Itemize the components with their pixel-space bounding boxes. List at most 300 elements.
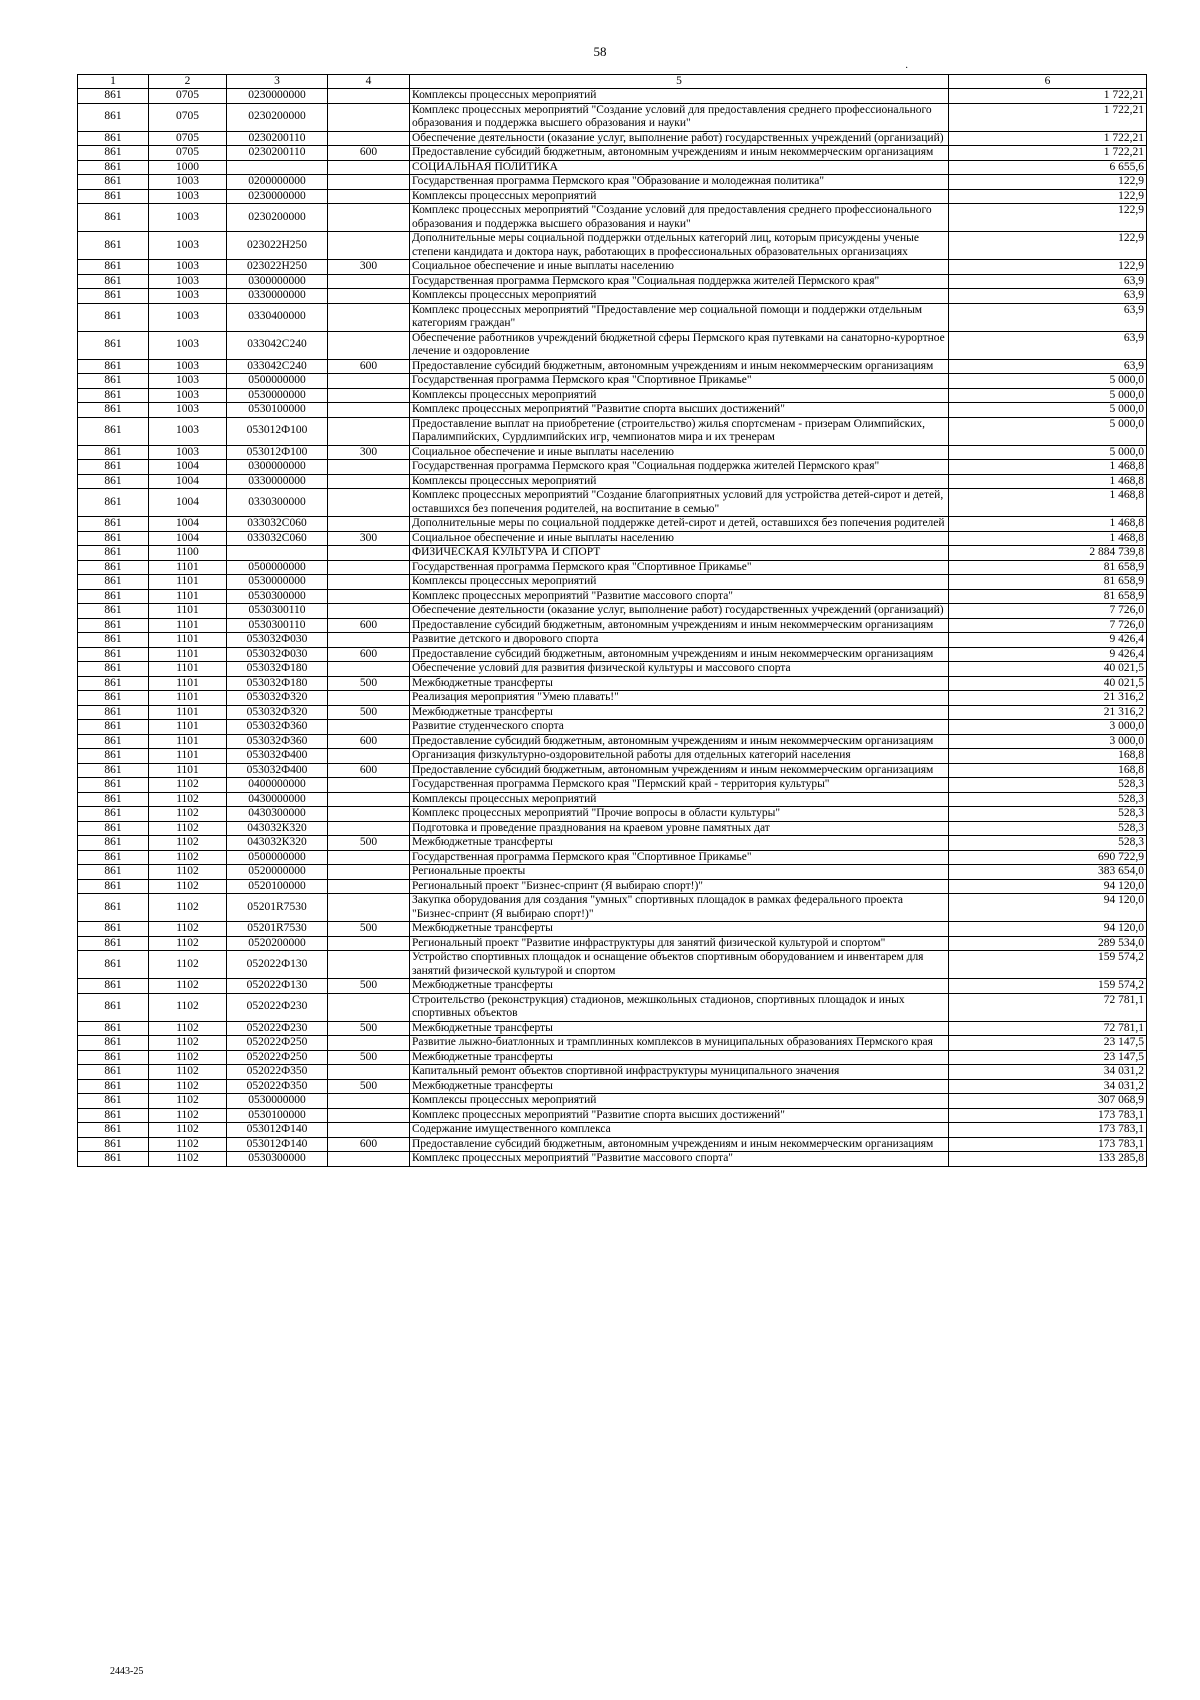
table-cell: 052022Ф250 [227,1050,328,1065]
table-cell: 861 [78,131,149,146]
table-cell: 1003 [149,331,227,359]
table-cell: 053032Ф320 [227,705,328,720]
table-cell: 861 [78,403,149,418]
table-cell: 0230200000 [227,204,328,232]
table-cell: 053012Ф140 [227,1123,328,1138]
table-cell: 500 [328,705,410,720]
table-cell: 1102 [149,936,227,951]
table-cell: Предоставление субсидий бюджетным, автономным учреждениям и иным некоммерческим организациям [410,146,949,161]
table-cell: Комплексы процессных мероприятий [410,189,949,204]
table-cell: 500 [328,979,410,994]
table-row [78,792,1147,807]
table-cell [328,374,410,389]
table-cell: 023022Н250 [227,232,328,260]
table-row [78,289,1147,304]
table-cell: 861 [78,792,149,807]
table-row [78,489,1147,517]
table-cell: 861 [78,1123,149,1138]
table-cell: 5 000,0 [949,403,1147,418]
table-row [78,1108,1147,1123]
table-cell: Комплекс процессных мероприятий "Создание условий для предоставления среднего профессионального образования и поддержка высшего образования и науки" [410,103,949,131]
table-cell: 861 [78,879,149,894]
table-row [78,374,1147,389]
table-cell: Региональные проекты [410,865,949,880]
table-cell: 861 [78,836,149,851]
table-cell: 0500000000 [227,850,328,865]
table-cell: 053032Ф030 [227,647,328,662]
table-cell: Комплекс процессных мероприятий "Создание условий для предоставления среднего профессионального образования и поддержка высшего образования и науки" [410,204,949,232]
table-cell: 1004 [149,489,227,517]
table-cell: 528,3 [949,836,1147,851]
table-cell: Комплекс процессных мероприятий "Развитие массового спорта" [410,589,949,604]
table-cell: 0300000000 [227,460,328,475]
table-cell: 861 [78,303,149,331]
table-cell: Комплексы процессных мероприятий [410,474,949,489]
table-cell: 1 468,8 [949,474,1147,489]
table-cell: 94 120,0 [949,879,1147,894]
table-cell: 94 120,0 [949,894,1147,922]
table-cell [328,865,410,880]
table-cell: 0520200000 [227,936,328,951]
table-row [78,160,1147,175]
table-cell: 0530000000 [227,1094,328,1109]
table-cell: 1003 [149,359,227,374]
table-cell: 0530100000 [227,1108,328,1123]
table-cell: Комплексы процессных мероприятий [410,289,949,304]
table-cell: Социальное обеспечение и иные выплаты населению [410,531,949,546]
table-cell: 600 [328,1137,410,1152]
table-cell: 122,9 [949,260,1147,275]
table-cell: 7 726,0 [949,618,1147,633]
table-cell: 861 [78,951,149,979]
table-cell [328,749,410,764]
table-cell: 861 [78,979,149,994]
table-cell: 861 [78,189,149,204]
table-cell: 861 [78,546,149,561]
table-cell: 600 [328,146,410,161]
table-row [78,894,1147,922]
table-cell: 1102 [149,1021,227,1036]
table-row [78,749,1147,764]
table-cell: Социальное обеспечение и иные выплаты населению [410,260,949,275]
table-cell: Устройство спортивных площадок и оснащение объектов спортивным оборудованием и инвентарем для занятий физической культурой и спортом [410,951,949,979]
table-row [78,232,1147,260]
table-cell: 1003 [149,274,227,289]
table-cell: 861 [78,274,149,289]
table-cell: 5 000,0 [949,388,1147,403]
column-header: 3 [227,75,328,89]
table-cell [328,1094,410,1109]
table-cell: 1004 [149,474,227,489]
table-cell [328,879,410,894]
table-row [78,560,1147,575]
table-cell [328,604,410,619]
table-cell: 1101 [149,676,227,691]
table-cell: 0530100000 [227,403,328,418]
table-cell: 053032Ф400 [227,763,328,778]
table-cell: 0705 [149,103,227,131]
table-row [78,89,1147,104]
table-row [78,303,1147,331]
table-cell: Региональный проект "Развитие инфраструктуры для занятий физической культурой и спортом" [410,936,949,951]
table-row [78,1050,1147,1065]
table-row [78,993,1147,1021]
table-cell: 1 468,8 [949,489,1147,517]
table-cell: Социальное обеспечение и иные выплаты населению [410,445,949,460]
table-cell: Обеспечение деятельности (оказание услуг, выполнение работ) государственных учреждений (организаций) [410,131,949,146]
table-cell: 1 722,21 [949,146,1147,161]
table-cell [328,894,410,922]
table-cell [328,936,410,951]
table-cell: 9 426,4 [949,633,1147,648]
table-cell: 1101 [149,589,227,604]
table-cell: Государственная программа Пермского края "Спортивное Прикамье" [410,850,949,865]
table-cell: Обеспечение деятельности (оказание услуг, выполнение работ) государственных учреждений (организаций) [410,604,949,619]
table-cell: 1101 [149,633,227,648]
table-cell: 1003 [149,303,227,331]
table-cell: 0520100000 [227,879,328,894]
table-cell: 1102 [149,879,227,894]
table-cell [328,1123,410,1138]
table-cell: 0200000000 [227,175,328,190]
table-cell: 0530300000 [227,589,328,604]
table-cell: 40 021,5 [949,662,1147,677]
table-cell [328,662,410,677]
table-cell [328,546,410,561]
table-cell: 861 [78,821,149,836]
table-row [78,936,1147,951]
table-cell: 1 468,8 [949,517,1147,532]
table-cell: 1102 [149,778,227,793]
table-cell: 861 [78,388,149,403]
table-cell: 0300000000 [227,274,328,289]
table-cell: 861 [78,865,149,880]
table-row [78,647,1147,662]
table-row [78,807,1147,822]
table-cell: 6 655,6 [949,160,1147,175]
table-cell [328,388,410,403]
table-cell: 861 [78,160,149,175]
table-cell: 0430300000 [227,807,328,822]
table-cell [328,575,410,590]
table-cell [328,403,410,418]
table-cell: Предоставление субсидий бюджетным, автономным учреждениям и иным некоммерческим организациям [410,647,949,662]
table-cell [328,633,410,648]
table-cell: 053012Ф140 [227,1137,328,1152]
budget-table [77,74,1147,1167]
table-cell: 0430000000 [227,792,328,807]
table-cell: 3 000,0 [949,720,1147,735]
table-cell: 300 [328,531,410,546]
table-row [78,474,1147,489]
table-cell: 500 [328,676,410,691]
table-cell: 0500000000 [227,374,328,389]
table-row [78,1065,1147,1080]
table-cell [328,589,410,604]
table-cell: 052022Ф130 [227,951,328,979]
table-cell: 300 [328,445,410,460]
table-cell: 861 [78,146,149,161]
table-cell: Дополнительные меры социальной поддержки отдельных категорий лиц, которым присуждены ученые степени кандидата и доктора наук, работающих в профессиональных образовательных организациях [410,232,949,260]
table-cell: 861 [78,589,149,604]
table-cell: 043032К320 [227,836,328,851]
table-cell: 861 [78,749,149,764]
table-row [78,103,1147,131]
table-cell: 5 000,0 [949,417,1147,445]
table-row [78,618,1147,633]
table-cell: 861 [78,175,149,190]
table-cell: 1003 [149,175,227,190]
table-cell: 0520000000 [227,865,328,880]
table-row [78,705,1147,720]
table-row [78,517,1147,532]
table-row [78,720,1147,735]
table-cell: 861 [78,374,149,389]
column-header: 4 [328,75,410,89]
table-cell: 0330000000 [227,289,328,304]
table-cell: 1102 [149,850,227,865]
table-cell: 861 [78,474,149,489]
table-cell: 0230200000 [227,103,328,131]
table-row [78,821,1147,836]
table-cell: Содержание имущественного комплекса [410,1123,949,1138]
table-cell: 1102 [149,1050,227,1065]
table-cell: Предоставление выплат на приобретение (строительство) жилья спортсменам - призерам Олимпийских, Паралимпийских, Сурдлимпийских игр, чемпионатов мира и их тренерам [410,417,949,445]
table-cell: 1102 [149,1065,227,1080]
header-row [78,75,1147,89]
table-cell: 861 [78,734,149,749]
table-cell: 033042С240 [227,331,328,359]
table-row [78,979,1147,994]
table-cell [328,850,410,865]
table-cell: 0230200110 [227,146,328,161]
table-cell: 023022Н250 [227,260,328,275]
table-cell: 861 [78,894,149,922]
table-cell: 05201R7530 [227,922,328,937]
table-cell [328,289,410,304]
table-row [78,1137,1147,1152]
table-cell: Межбюджетные трансферты [410,1050,949,1065]
column-header: 5 [410,75,949,89]
table-row [78,676,1147,691]
table-cell: Дополнительные меры по социальной поддержке детей-сирот и детей, оставшихся без попечения родителей [410,517,949,532]
table-cell: 159 574,2 [949,951,1147,979]
table-cell: 500 [328,1079,410,1094]
table-cell: 861 [78,1137,149,1152]
table-cell: 600 [328,647,410,662]
column-header: 1 [78,75,149,89]
table-cell: 053032Ф320 [227,691,328,706]
table-row [78,836,1147,851]
table-cell [328,460,410,475]
table-cell [328,474,410,489]
table-row [78,879,1147,894]
table-row [78,778,1147,793]
table-cell: Капитальный ремонт объектов спортивной инфраструктуры муниципального значения [410,1065,949,1080]
table-cell: 0400000000 [227,778,328,793]
table-cell: Региональный проект "Бизнес-спринт (Я выбираю спорт!)" [410,879,949,894]
page-number: 58 [593,44,607,59]
table-row [78,734,1147,749]
table-cell: 0530300110 [227,618,328,633]
table-cell [328,160,410,175]
table-cell: 300 [328,260,410,275]
table-cell: Обеспечение работников учреждений бюджетной сферы Пермского края путевками на санаторно-курортное лечение и оздоровление [410,331,949,359]
table-cell: Комплекс процессных мероприятий "Прочие вопросы в области культуры" [410,807,949,822]
table-cell: 1003 [149,204,227,232]
table-cell: Государственная программа Пермского края "Социальная поддержка жителей Пермского края" [410,274,949,289]
table-cell: Комплекс процессных мероприятий "Развитие спорта высших достижений" [410,1108,949,1123]
table-cell: 1003 [149,388,227,403]
table-cell: 052022Ф230 [227,993,328,1021]
table-cell: 053012Ф100 [227,445,328,460]
table-cell: 1102 [149,951,227,979]
table-row [78,1021,1147,1036]
table-row [78,1079,1147,1094]
table-cell: 500 [328,922,410,937]
table-cell: 1003 [149,232,227,260]
table-cell: 861 [78,1079,149,1094]
table-cell: 1101 [149,560,227,575]
table-row [78,763,1147,778]
table-cell: 528,3 [949,821,1147,836]
table-cell: 05201R7530 [227,894,328,922]
table-cell: 1101 [149,575,227,590]
table-cell: 861 [78,89,149,104]
table-cell: 861 [78,778,149,793]
table-cell: 052022Ф130 [227,979,328,994]
table-row [78,1036,1147,1051]
table-cell: 861 [78,807,149,822]
footer-document-code: 2443-25 [110,1666,144,1677]
table-cell: 1100 [149,546,227,561]
table-cell: 122,9 [949,175,1147,190]
table-cell: 133 285,8 [949,1152,1147,1167]
table-cell: 63,9 [949,289,1147,304]
table-cell: 1102 [149,792,227,807]
table-cell [227,546,328,561]
table-cell: 1003 [149,417,227,445]
table-cell: 168,8 [949,749,1147,764]
table-cell: 307 068,9 [949,1094,1147,1109]
table-cell: 600 [328,734,410,749]
table-cell: 053032Ф030 [227,633,328,648]
table-cell: Развитие студенческого спорта [410,720,949,735]
table-cell [328,131,410,146]
table-cell: ФИЗИЧЕСКАЯ КУЛЬТУРА И СПОРТ [410,546,949,561]
table-cell: Комплексы процессных мероприятий [410,388,949,403]
table-cell: Комплексы процессных мероприятий [410,575,949,590]
table-cell: 861 [78,647,149,662]
table-cell: 1102 [149,1079,227,1094]
table-row [78,131,1147,146]
table-cell: 1003 [149,260,227,275]
table-cell: 173 783,1 [949,1137,1147,1152]
table-cell: Предоставление субсидий бюджетным, автономным учреждениям и иным некоммерческим организациям [410,734,949,749]
table-cell: 052022Ф230 [227,1021,328,1036]
table-cell: 861 [78,1050,149,1065]
table-cell: 168,8 [949,763,1147,778]
table-cell: Развитие детского и дворового спорта [410,633,949,648]
table-cell [328,204,410,232]
table-cell: 053032Ф400 [227,749,328,764]
table-cell: 0330000000 [227,474,328,489]
table-row [78,531,1147,546]
table-cell: Государственная программа Пермского края "Пермский край - территория культуры" [410,778,949,793]
table-cell: Предоставление субсидий бюджетным, автономным учреждениям и иным некоммерческим организациям [410,763,949,778]
table-cell: 861 [78,1065,149,1080]
table-cell: 1003 [149,403,227,418]
table-cell: 1003 [149,289,227,304]
table-row [78,589,1147,604]
table-cell: 1101 [149,734,227,749]
table-cell: 159 574,2 [949,979,1147,994]
table-row [78,1152,1147,1167]
table-cell: 053012Ф100 [227,417,328,445]
table-cell: 1102 [149,1123,227,1138]
table-row [78,403,1147,418]
table-cell: Строительство (реконструкция) стадионов, межшкольных стадионов, спортивных площадок и иных спортивных объектов [410,993,949,1021]
table-cell: 861 [78,460,149,475]
table-cell: 861 [78,232,149,260]
table-cell: 1102 [149,1108,227,1123]
table-row [78,633,1147,648]
table-cell: 122,9 [949,189,1147,204]
table-cell: 3 000,0 [949,734,1147,749]
table-cell: 861 [78,103,149,131]
table-row [78,359,1147,374]
table-cell: Комплексы процессных мероприятий [410,1094,949,1109]
table-cell: 173 783,1 [949,1108,1147,1123]
table-cell: 861 [78,531,149,546]
table-cell: 052022Ф250 [227,1036,328,1051]
table-cell [328,1065,410,1080]
table-cell: 861 [78,1094,149,1109]
table-cell: СОЦИАЛЬНАЯ ПОЛИТИКА [410,160,949,175]
table-cell: 861 [78,993,149,1021]
table-row [78,1123,1147,1138]
table-cell: 500 [328,1050,410,1065]
table-cell: 34 031,2 [949,1079,1147,1094]
table-cell: 1004 [149,460,227,475]
table-cell: 861 [78,445,149,460]
table-cell: 861 [78,662,149,677]
table-row [78,951,1147,979]
table-cell: 383 654,0 [949,865,1147,880]
table-cell: 500 [328,836,410,851]
table-cell: 861 [78,1152,149,1167]
table-cell: 861 [78,359,149,374]
table-cell: 861 [78,618,149,633]
table-row [78,388,1147,403]
table-cell: Предоставление субсидий бюджетным, автономным учреждениям и иным некоммерческим организациям [410,618,949,633]
table-cell: 861 [78,417,149,445]
table-cell: 1102 [149,807,227,822]
table-cell: Комплекс процессных мероприятий "Развитие массового спорта" [410,1152,949,1167]
table-cell: 1 722,21 [949,103,1147,131]
table-cell: 052022Ф350 [227,1079,328,1094]
table-cell [328,560,410,575]
table-row [78,604,1147,619]
table-cell: 1 722,21 [949,131,1147,146]
table-cell [328,993,410,1021]
table-cell: 1102 [149,894,227,922]
table-cell: 0530000000 [227,575,328,590]
table-cell [328,232,410,260]
table-cell: 528,3 [949,792,1147,807]
table-cell: Комплексы процессных мероприятий [410,792,949,807]
table-cell: 1101 [149,604,227,619]
